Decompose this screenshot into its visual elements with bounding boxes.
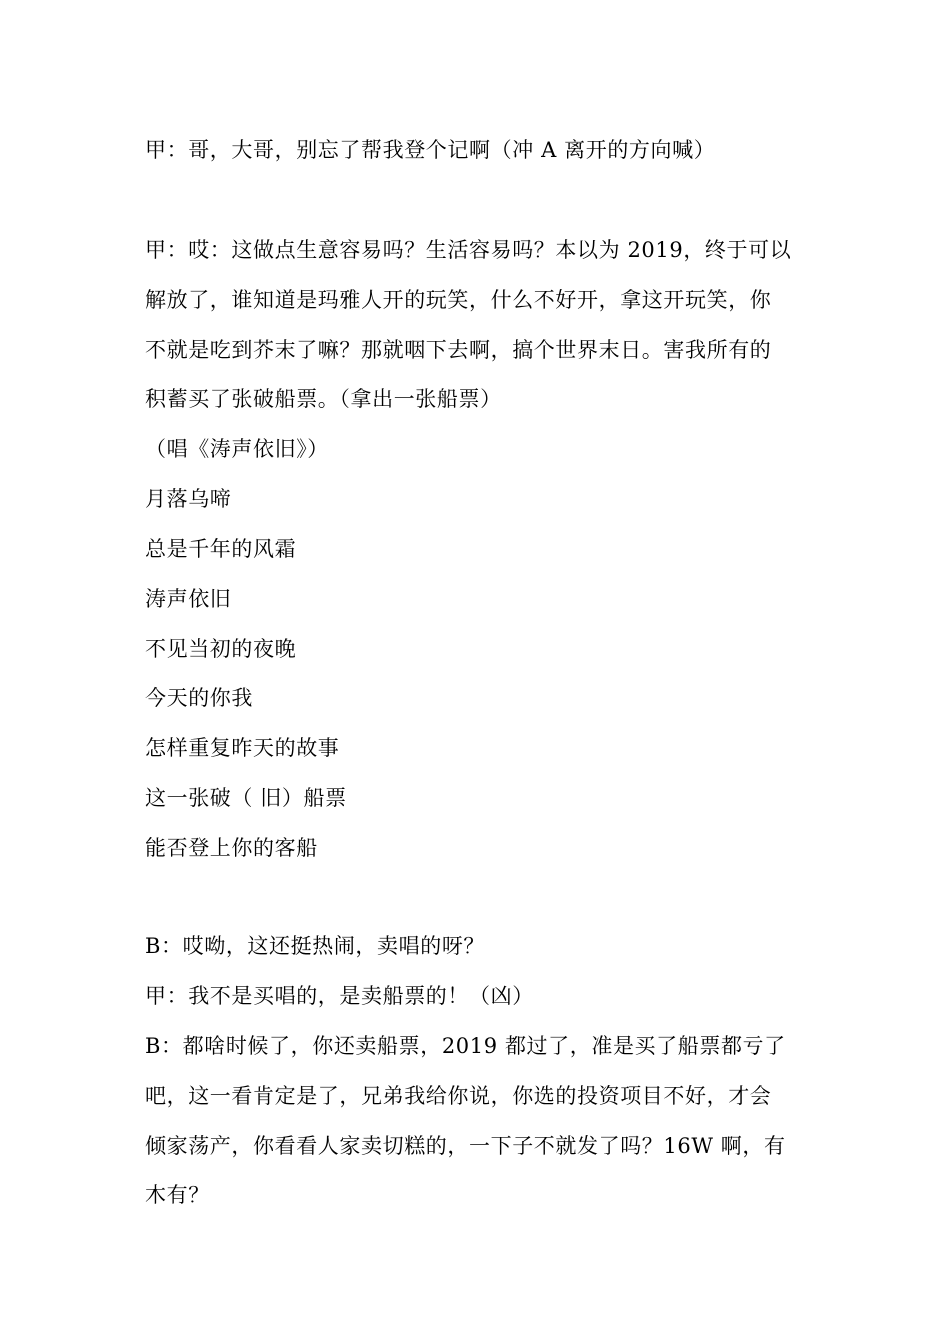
stage-direction-line: （唱《涛声依旧》）	[145, 437, 329, 461]
dialogue-line: 吧，这一看肯定是了，兄弟我给你说，你选的投资项目不好，才会	[145, 1084, 772, 1108]
lyric-line: 不见当初的夜晚	[145, 637, 297, 661]
lyric-line: 怎样重复昨天的故事	[145, 736, 340, 760]
paragraph-line: 解放了，谁知道是玛雅人开的玩笑，什么不好开，拿这开玩笑，你	[145, 288, 772, 312]
lyric-line: 能否登上你的客船	[145, 836, 318, 860]
dialogue-line: B：都啥时候了，你还卖船票，2019 都过了，准是买了船票都亏了	[145, 1034, 786, 1058]
dialogue-line: 倾家荡产，你看看人家卖切糕的，一下子不就发了吗？16W 啊，有	[145, 1134, 786, 1158]
lyric-line: 月落乌啼	[145, 487, 232, 511]
lyric-line: 今天的你我	[145, 686, 253, 710]
dialogue-line: 木有？	[145, 1183, 210, 1207]
paragraph-line: 甲：哎：这做点生意容易吗？生活容易吗？本以为 2019，终于可以	[145, 238, 792, 262]
paragraph-line: 积蓄买了张破船票。（拿出一张船票）	[145, 387, 502, 411]
lyric-line: 这一张破（ 旧）船票	[145, 786, 347, 810]
lyric-line: 涛声依旧	[145, 587, 232, 611]
paragraph-line: 甲：哥，大哥，别忘了帮我登个记啊（冲 A 离开的方向喊）	[145, 138, 716, 162]
dialogue-line: B：哎呦，这还挺热闹，卖唱的呀？	[145, 934, 486, 958]
paragraph-line: 不就是吃到芥末了嘛？那就咽下去啊，搞个世界末日。害我所有的	[145, 338, 772, 362]
lyric-line: 总是千年的风霜	[145, 537, 297, 561]
dialogue-line: 甲：我不是买唱的，是卖船票的！（凶）	[145, 984, 534, 1008]
